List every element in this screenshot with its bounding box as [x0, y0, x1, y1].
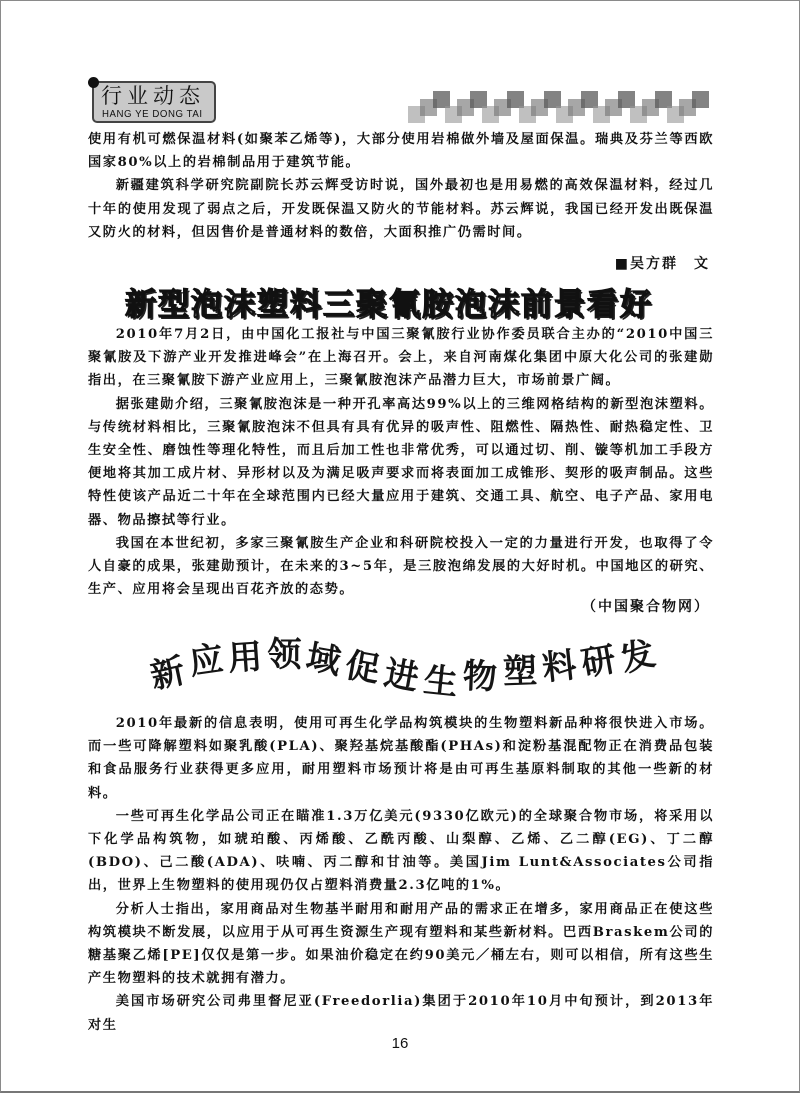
headline-char: 用 [227, 636, 264, 680]
article1-tail [88, 128, 714, 244]
headline-char: 研 [578, 639, 619, 685]
article3-paragraph-4: 美国市场研究公司弗里督尼亚(Freedorlia)集团于2010年10月中旬预计，到2013年对生 [88, 994, 714, 1033]
headline-char: 促 [342, 645, 383, 691]
headline-char: 料 [540, 645, 579, 689]
article1-paragraph-1: 使用有机可燃保温材料(如聚苯乙烯等)，大部分使用岩棉做外墙及屋面保温。瑞典及芬兰等西欧国家80%以上的岩棉制品用于建筑节能。 [88, 132, 714, 171]
article3-body [88, 712, 714, 1037]
headline-char: 应 [187, 638, 227, 684]
article3-paragraph-2: 一些可再生化学品公司正在瞄准1.3万亿美元(9330亿欧元)的全球聚合物市场，将采用以下化学品构筑物，如琥珀酸、丙烯酸、乙酰丙酸、山梨醇、乙烯、乙二醇(EG)、丁二醇(BDO)、己二酸(ADA)、呋喃、丙二醇和甘油等。美国Jim Lunt&Associates公司指出，世界上生物塑料的使用现仍仅占塑料消费量2.3亿吨的1%。 [88, 808, 714, 894]
decorative-square [692, 91, 709, 108]
article2-paragraph-2: 据张建勋介绍，三聚氰胺泡沫是一种开孔率高达99%以上的三维网格结构的新型泡沫塑料。与传统材料相比，三聚氰胺泡沫不但具有具有优异的吸声性、阻燃性、隔热性、耐热稳定性、卫生安全性、磨蚀性等理化特性，而且后加工性也非常优秀，可以通过切、削、镟等机加工手段方便地将其加工成片材、异形材以及为满足吸声要求而将表面加工成锥形、契形的吸声制品。这些特性使该产品近二十年在全球范围内已经大量应用于建筑、交通工具、航空、电子产品、家用电器、物品擦拭等行业。 [88, 396, 714, 528]
article3-paragraph-3: 分析人士指出，家用商品对生物基半耐用和耐用产品的需求正在增多，家用商品正在使这些构筑模块不断发展，以应用于从可再生资源生产现有塑料和某些新材料。巴西Braskem公司的糖基聚乙烯[PE]仅仅是第一步。如果油价稳定在约90美元／桶左右，则可以相信，所有这些生产生物塑料的技术就拥有潜力。 [88, 901, 714, 987]
article2-paragraph-3: 我国在本世纪初，多家三聚氰胺生产企业和科研院校投入一定的力量进行开发，也取得了令人自豪的成果，张建勋预计，在未来的3~5年，是三胺泡绵发展的大好时机。中国地区的研究、生产、应用将会呈现出百花齐放的态势。 [88, 535, 714, 598]
page-number: 16 [391, 1035, 409, 1052]
headline-char: 塑 [501, 651, 538, 693]
headline-char: 发 [616, 633, 660, 681]
article3-headline [146, 628, 670, 708]
section-title-cn: 行业动态 [101, 84, 205, 108]
section-badge [92, 81, 216, 123]
article2-headline: 新型泡沫塑料三聚氰胺泡沫前景看好 [125, 287, 653, 323]
article2-source: （中国聚合物网） [582, 599, 710, 615]
headline-char: 进 [381, 653, 422, 699]
headline-char: 领 [267, 635, 302, 675]
article2-body [88, 323, 714, 601]
article3-paragraph-1: 2010年最新的信息表明，使用可再生化学品构筑模块的生物塑料新品种将很快进入市场。而一些可降解塑料如聚乳酸(PLA)、聚羟基烷基酸酯(PHAs)和淀粉基混配物正在消费品包装和食品服务行业获得更多应用，耐用塑料市场预计将是由可再生基原料制取的其他一些新的材料。 [88, 716, 714, 801]
article2-paragraph-1: 2010年7月2日，由中国化工报社与中国三聚氰胺行业协作委员联合主办的“2010中国三聚氰胺及下游产业开发推进峰会”在上海召开。会上，来自河南煤化集团中原大化公司的张建勋指出，在三聚氰胺下游产业应用上，三聚氰胺泡沫产品潜力巨大，市场前景广阔。 [88, 327, 714, 389]
headline-char: 域 [302, 637, 344, 683]
headline-char: 新 [146, 650, 189, 698]
article1-byline: ■吴方群 文 [614, 256, 710, 272]
badge-dot-icon [88, 77, 99, 88]
section-title-en: HANG YE DONG TAI [102, 108, 203, 120]
article1-paragraph-2: 新疆建筑科学研究院副院长苏云辉受访时说，国外最初也是用易燃的高效保温材料，经过几十年的使用发现了弱点之后，开发既保温又防火的节能材料。苏云辉说，我国已经开发出既保温又防火的材料，但因售价是普通材料的数倍，大面积推广仍需时间。 [88, 178, 714, 240]
headline-char: 物 [462, 656, 498, 698]
headline-char: 生 [421, 660, 460, 704]
header-square-pattern [408, 86, 718, 126]
